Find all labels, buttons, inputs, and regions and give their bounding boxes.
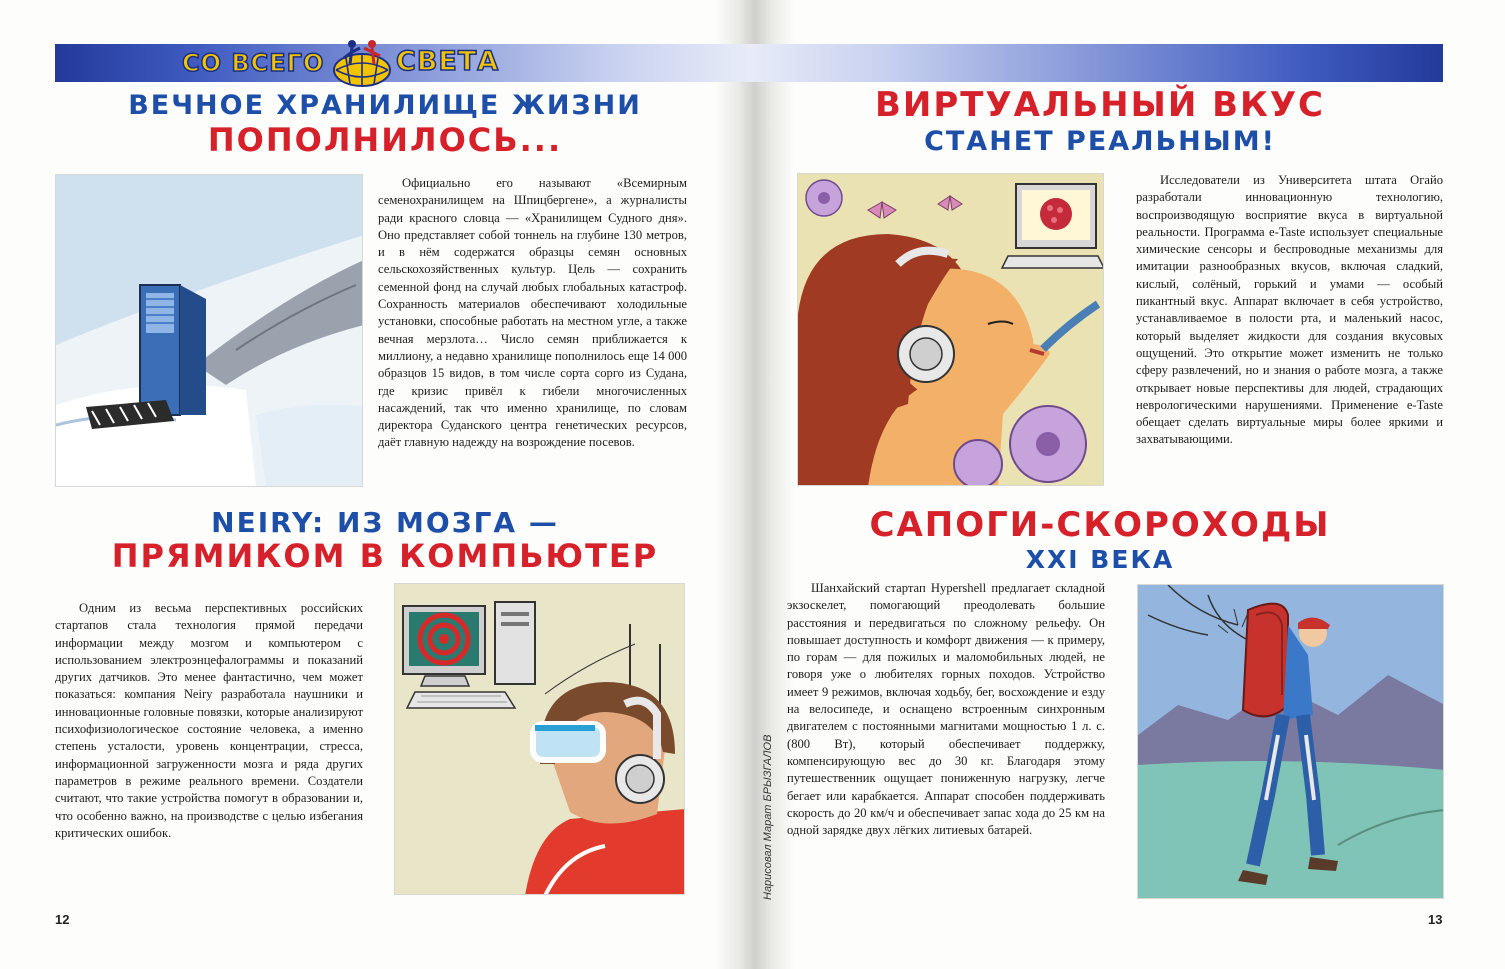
neiry-body: Одним из весьма перспективных российских стартапов стала технология прямой передачи информации между мозгом и компьютером с использованием электроэнцефалограммы и показаний других датчиков. Это менее фантастично, чем может показаться: компания Neiry разработала наушники и инновационные головные повязки, которые анализируют психофизиологическое состояние человека, а именно степень усталости, уровень концентрации, стресса, информационной загруженности мозга и ряда других параметров в режиме реального времени. Создатели считают, что такие устройства помогут в образовании и, что особенно важно, на производстве с целью избегания критических ошибок. <box>55 601 363 840</box>
virtual-taste-title-line1: ВИРТУАЛЬНЫЙ ВКУС <box>874 85 1325 125</box>
boots-title-line1: САПОГИ-СКОРОХОДЫ <box>869 505 1331 545</box>
page-number-right: 13 <box>1428 912 1443 927</box>
seed-vault-title-line1: ВЕЧНОЕ ХРАНИЛИЩЕ ЖИЗНИ <box>128 90 642 121</box>
logo-text-first: СО ВСЕГО <box>182 49 325 77</box>
logo-text-second: СВЕТА <box>396 46 500 77</box>
seed-vault-title-line2: ПОПОЛНИЛОСЬ... <box>207 121 563 159</box>
boy-neuro-headset-illustration <box>394 583 685 895</box>
hiker-exoskeleton-illustration <box>1137 584 1444 899</box>
globe-travelers-icon <box>330 36 394 88</box>
virtual-taste-body: Исследователи из Университета штата Огайо разработали инновационную технологию, воспроизводящую восприятие вкуса в виртуальной реальности. Программа e-Taste использует специальные химические сенсоры и беспроводные механизмы для имитации разнообразных вкусов, включая сладкий, кислый, солёный, горький и умами — особый пикантный вкус. Аппарат включает в себя устройство, устанавливаемое в полости рта, и маленький насос, который выделяет жидкости для создания вкусовых ощущений. Это открытие может изменить не только сферу развлечений, но и знания о работе мозга, а также открывает новые перспективы для людей, страдающих неврологическими нарушениями. Применение e-Taste обещает сделать виртуальные миры более яркими и захватывающими. <box>1136 173 1443 447</box>
page-gutter <box>715 0 795 969</box>
virtual-taste-title-line2: СТАНЕТ РЕАЛЬНЫМ! <box>924 126 1276 157</box>
section-logo <box>180 36 560 88</box>
woman-headphones-taste-illustration <box>797 173 1104 486</box>
seed-vault-body: Официально его называют «Всемирным семенохранилищем на Шпицбергене», а журналисты ради красного словца — «Хранилищем Судного дня». Оно представляет собой тоннель на глубине 130 метров, и в нём содержатся образцы семян основных сельскохозяйственных культур. Цель — сохранить семенной фонд на случай любых глобальных катастроф. Сохранность материалов обеспечивают холодильные установки, способные работать на местном угле, а также вечная мерзлота… Число семян приближается к миллиону, а недавно хранилище пополнилось еще 14 000 образцов 15 видов, в том числе сорта сорго из Судана, где кризис привёл к гибели многочисленных насаждений, так что именно хранилище, по словам директора Суданского центра генетических ресурсов, даёт главную надежду на возрождение посевов. <box>378 176 687 450</box>
boots-body: Шанхайский стартап Hypershell предлагает складной экзоскелет, помогающий преодолевать большие расстояния и передвигаться по сложному рельефу. Он повышает доступность и комфорт движения — к примеру, по горам — для пожилых и маломобильных людей, не говоря уже о любителях горных походов. Устройство имеет 9 режимов, включая ходьбу, бег, восхождение и езду на велосипеде, и оснащено встроенным синхронным двигателем с постоянными магнитами мощностью 1 л. с. (800 Вт), который обеспечивает поддержку, компенсирующую вес до 30 кг. Благодаря этому путешественник ощущает пониженную нагрузку, легче бегает или карабкается. Аппарат способен поддерживать скорость до 20 км/ч и обеспечивает запас хода до 25 км на одной зарядке двух лёгких литиевых батарей. <box>787 581 1105 838</box>
boots-title-line2: XXI ВЕКА <box>1025 545 1175 574</box>
neiry-title-line1: NEIRY: ИЗ МОЗГА — <box>211 506 559 539</box>
neiry-title-line2: ПРЯМИКОМ В КОМПЬЮТЕР <box>111 537 659 575</box>
page-number-left: 12 <box>55 912 70 927</box>
illustrator-credit: Нарисовал Марат БРЫЗГАЛОВ <box>762 734 774 900</box>
svalbard-seed-vault-illustration <box>55 174 363 487</box>
